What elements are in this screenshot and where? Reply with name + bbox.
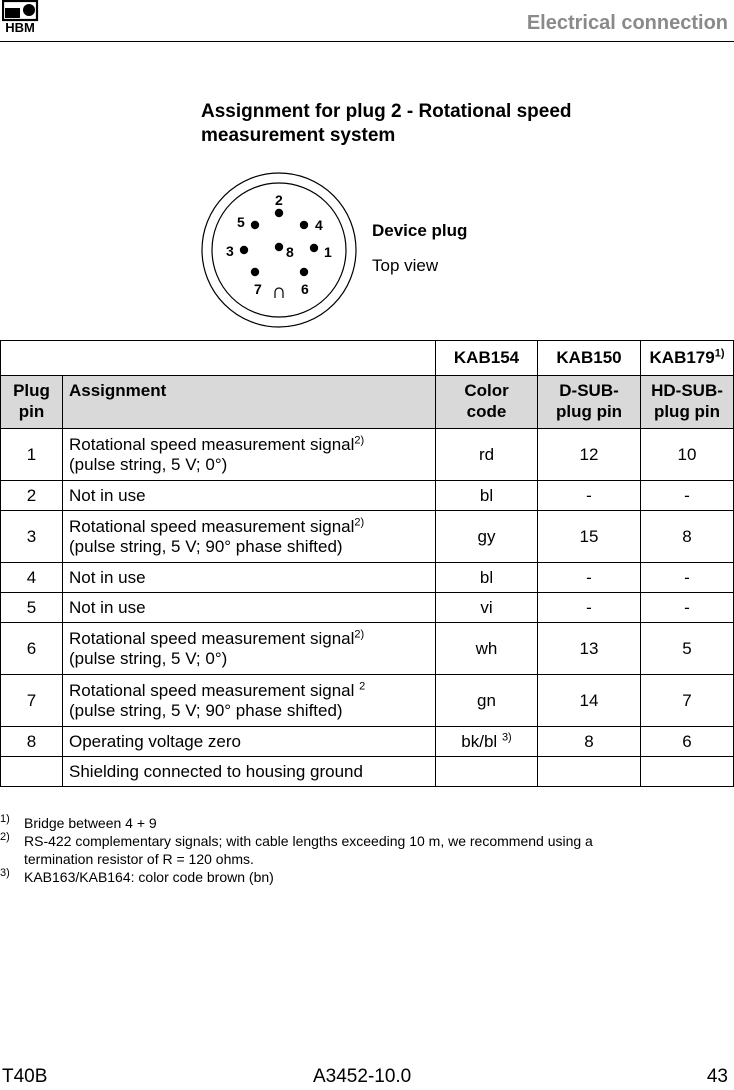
cell-assignment: Operating voltage zero	[63, 727, 436, 757]
plug-key-notch	[275, 288, 283, 298]
device-plug-diagram	[199, 170, 359, 330]
cable-kab179: KAB179$^{1)}$	[641, 341, 734, 376]
logo-text: HBM	[5, 20, 35, 34]
cell-pin: 5	[1, 593, 63, 623]
plug-pin-3	[226, 243, 248, 259]
cell-hdsub: -	[641, 563, 734, 593]
cell-dsub: 13	[538, 623, 641, 675]
cell-assignment: Rotational speed measurement signal$^{2)}$ (pulse string, 5 V; 0°)	[63, 429, 436, 481]
footnote-1: 1) Bridge between 4 + 9	[0, 813, 157, 831]
cell-color: bk/bl $^{3)}$	[436, 727, 538, 757]
table-row	[1, 481, 734, 511]
cell-pin: 2	[1, 481, 63, 511]
plug-pin-5	[237, 214, 259, 230]
cable-kab150: KAB150	[538, 341, 641, 376]
page-heading	[201, 100, 661, 148]
table-row	[1, 429, 734, 481]
plug-pin-7	[251, 268, 262, 297]
table-row	[1, 593, 734, 623]
table-row	[1, 675, 734, 727]
cell-pin	[1, 757, 63, 787]
svg-text:1: 1	[324, 244, 332, 260]
cell-hdsub: 8	[641, 511, 734, 563]
cable-header-blank	[1, 341, 436, 376]
column-header-row	[1, 376, 734, 429]
cell-assignment: Not in use	[63, 563, 436, 593]
cell-pin: 3	[1, 511, 63, 563]
plug-pin-4	[300, 217, 323, 233]
svg-text:7: 7	[254, 281, 262, 297]
table-row	[1, 757, 734, 787]
cell-pin: 6	[1, 623, 63, 675]
plug-pin-2	[275, 192, 283, 217]
table-row	[1, 727, 734, 757]
col-dsub-pin: D-SUB- plug pin	[538, 376, 641, 429]
svg-text:5: 5	[237, 214, 245, 230]
cell-dsub: 8	[538, 727, 641, 757]
svg-text:3: 3	[226, 243, 234, 259]
footer-doc-number: A3452-10.0	[313, 1066, 412, 1087]
cell-dsub	[538, 757, 641, 787]
cell-pin: 1	[1, 429, 63, 481]
cell-dsub: -	[538, 593, 641, 623]
plug-pin-6	[300, 268, 309, 297]
cell-color: wh	[436, 623, 538, 675]
section-title: Electrical connection	[526, 12, 728, 34]
cell-color: gy	[436, 511, 538, 563]
svg-text:4: 4	[315, 217, 323, 233]
cell-hdsub: -	[641, 593, 734, 623]
heading-line-1: Assignment for plug 2 - Rotational speed	[201, 101, 572, 122]
heading-line-2: measurement system	[201, 125, 396, 146]
cell-hdsub	[641, 757, 734, 787]
cell-assignment: Rotational speed measurement signal $^2$ (pulse string, 5 V; 90° phase shifted)	[63, 675, 436, 727]
pin-assignment-table	[0, 340, 734, 787]
cell-hdsub: 7	[641, 675, 734, 727]
plug-label: Device plug	[372, 221, 468, 240]
footer-model: T40B	[2, 1066, 48, 1087]
cable-kab154: KAB154	[436, 341, 538, 376]
cell-assignment: Rotational speed measurement signal$^{2)}$ (pulse string, 5 V; 90° phase shifted)	[63, 511, 436, 563]
header-divider	[0, 41, 734, 42]
col-assignment: Assignment	[63, 376, 436, 429]
cell-dsub: 12	[538, 429, 641, 481]
cell-assignment: Shielding connected to housing ground	[63, 757, 436, 787]
cable-header-row	[1, 341, 734, 376]
plug-pin-1	[310, 244, 332, 260]
cell-dsub: 14	[538, 675, 641, 727]
cell-hdsub: 10	[641, 429, 734, 481]
cell-dsub: 15	[538, 511, 641, 563]
cell-assignment: Rotational speed measurement signal$^{2)}$ (pulse string, 5 V; 0°)	[63, 623, 436, 675]
cell-dsub: -	[538, 563, 641, 593]
svg-text:8: 8	[286, 244, 294, 260]
table-row	[1, 563, 734, 593]
cell-color: vi	[436, 593, 538, 623]
footnote-2: 2) RS-422 complementary signals; with cable lengths exceeding 10 m, we recommend using a termination resistor of R = 120 ohms.	[0, 831, 593, 867]
plug-pin-8	[275, 243, 294, 260]
cell-color: bl	[436, 481, 538, 511]
cell-assignment: Not in use	[63, 593, 436, 623]
hbm-logo	[2, 0, 42, 34]
footnotes	[0, 814, 593, 886]
cell-hdsub: -	[641, 481, 734, 511]
footer-page-number: 43	[706, 1066, 728, 1087]
svg-text:6: 6	[301, 281, 309, 297]
cell-pin: 8	[1, 727, 63, 757]
cell-dsub: -	[538, 481, 641, 511]
cell-color	[436, 757, 538, 787]
col-plug-pin: Plug pin	[1, 376, 63, 429]
cell-pin: 7	[1, 675, 63, 727]
cell-color: bl	[436, 563, 538, 593]
footnote-3: 3) KAB163/KAB164: color code brown (bn)	[0, 867, 274, 885]
cell-assignment: Not in use	[63, 481, 436, 511]
col-hdsub-pin: HD-SUB- plug pin	[641, 376, 734, 429]
cell-color: gn	[436, 675, 538, 727]
svg-text:2: 2	[275, 192, 283, 208]
cell-color: rd	[436, 429, 538, 481]
cell-hdsub: 5	[641, 623, 734, 675]
table-row	[1, 623, 734, 675]
cell-pin: 4	[1, 563, 63, 593]
plug-view-label: Top view	[372, 256, 439, 275]
table-row	[1, 511, 734, 563]
col-color-code: Color code	[436, 376, 538, 429]
cell-hdsub: 6	[641, 727, 734, 757]
